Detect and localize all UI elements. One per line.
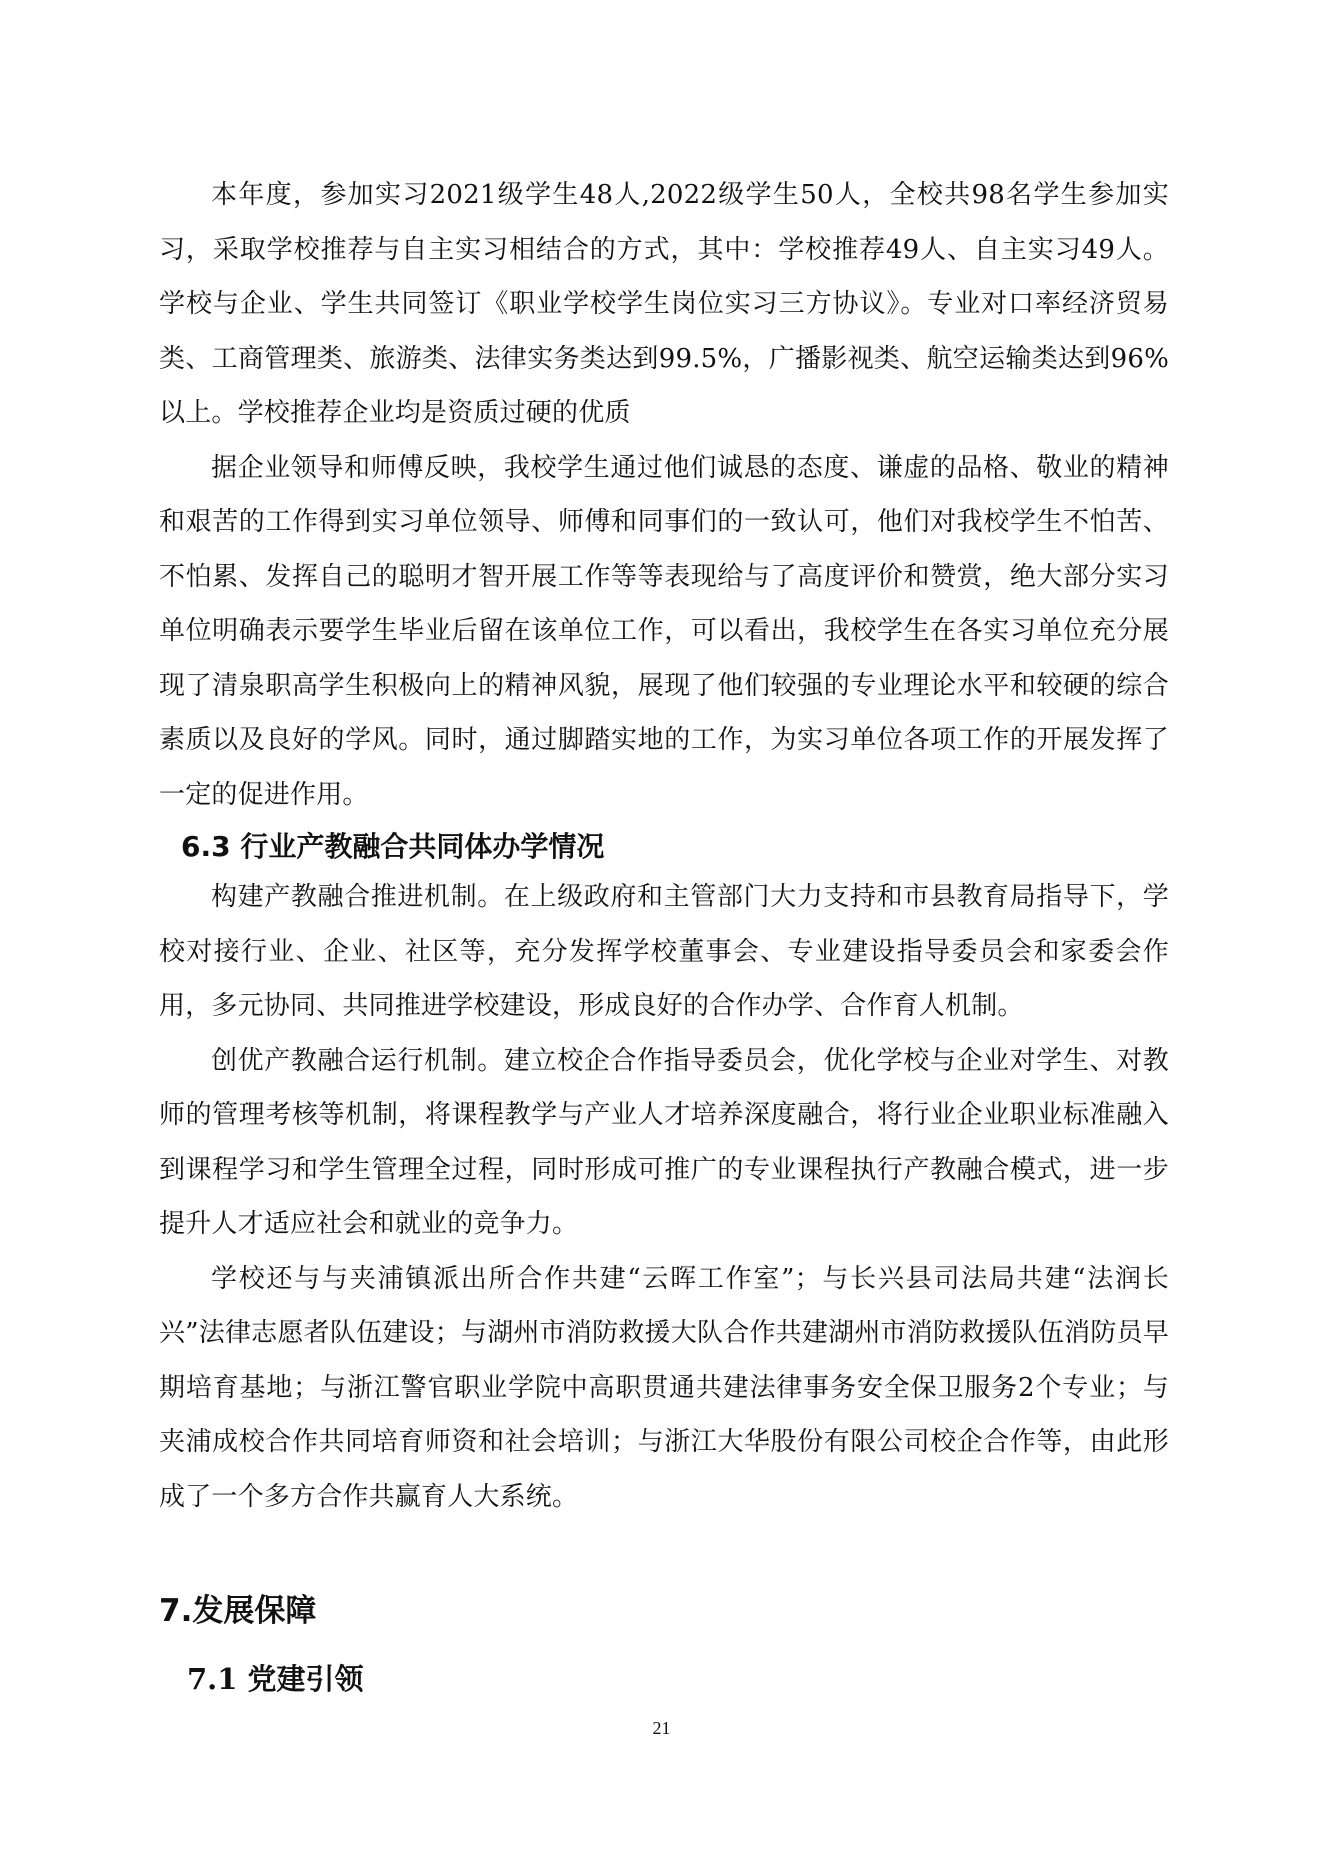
section-heading-6-3: 6.3 行业产教融合共同体办学情况 [181,830,605,863]
paragraph-promotion-mechanism: 构建产教融合推进机制。在上级政府和主管部门大力支持和市县教育局指导下，学校对接行业、企业、社区等，充分发挥学校董事会、专业建设指导委员会和家委会作用，多元协同、共同推进学校建设，形成良好的合作办学、合作育人机制。 [159,882,1169,1021]
paragraph-internship-stats: 本年度，参加实习2021级学生48人,2022级学生50人，全校共98名学生参加实习，采取学校推荐与自主实习相结合的方式，其中：学校推荐49人、自主实习49人。学校与企业、学生共同签订《职业学校学生岗位实习三方协议》。专业对口率经济贸易类、工商管理类、旅游类、法律实务类达到99.5%，广播影视类、航空运输类达到96%以上。学校推荐企业均是资质过硬的优质 [159,180,1169,428]
paragraph-enterprise-feedback: 据企业领导和师傅反映，我校学生通过他们诚恳的态度、谦虚的品格、敬业的精神和艰苦的工作得到实习单位领导、师傅和同事们的一致认可，他们对我校学生不怕苦、不怕累、发挥自己的聪明才智开展工作等等表现给与了高度评价和赞赏，绝大部分实习单位明确表示要学生毕业后留在该单位工作，可以看出，我校学生在各实习单位充分展现了清泉职高学生积极向上的精神风貌，展现了他们较强的专业理论水平和较硬的综合素质以及良好的学风。同时，通过脚踏实地的工作，为实习单位各项工作的开展发挥了一定的促进作用。 [159,452,1169,810]
paragraph-cooperation-partners: 学校还与与夹浦镇派出所合作共建“云晖工作室”；与长兴县司法局共建“法润长兴”法律志愿者队伍建设；与湖州市消防救援大队合作共建湖州市消防救援队伍消防员早期培育基地；与浙江警官职业学院中高职贯通共建法律事务安全保卫服务2个专业；与夹浦成校合作共同培育师资和社会培训；与浙江大华股份有限公司校企合作等，由此形成了一个多方合作共赢育人大系统。 [159,1263,1169,1512]
paragraph-operation-mechanism: 创优产教融合运行机制。建立校企合作指导委员会，优化学校与企业对学生、对教师的管理考核等机制，将课程教学与产业人才培养深度融合，将行业企业职业标准融入到课程学习和学生管理全过程，同时形成可推广的专业课程执行产教融合模式，进一步提升人才适应社会和就业的竞争力。 [159,1045,1169,1239]
page-content [159,168,1169,1702]
section-heading-7-1: 7.1 党建引领 [187,1662,364,1696]
page-number: 21 [652,1718,671,1738]
chapter-heading-7: 7.发展保障 [159,1593,317,1629]
